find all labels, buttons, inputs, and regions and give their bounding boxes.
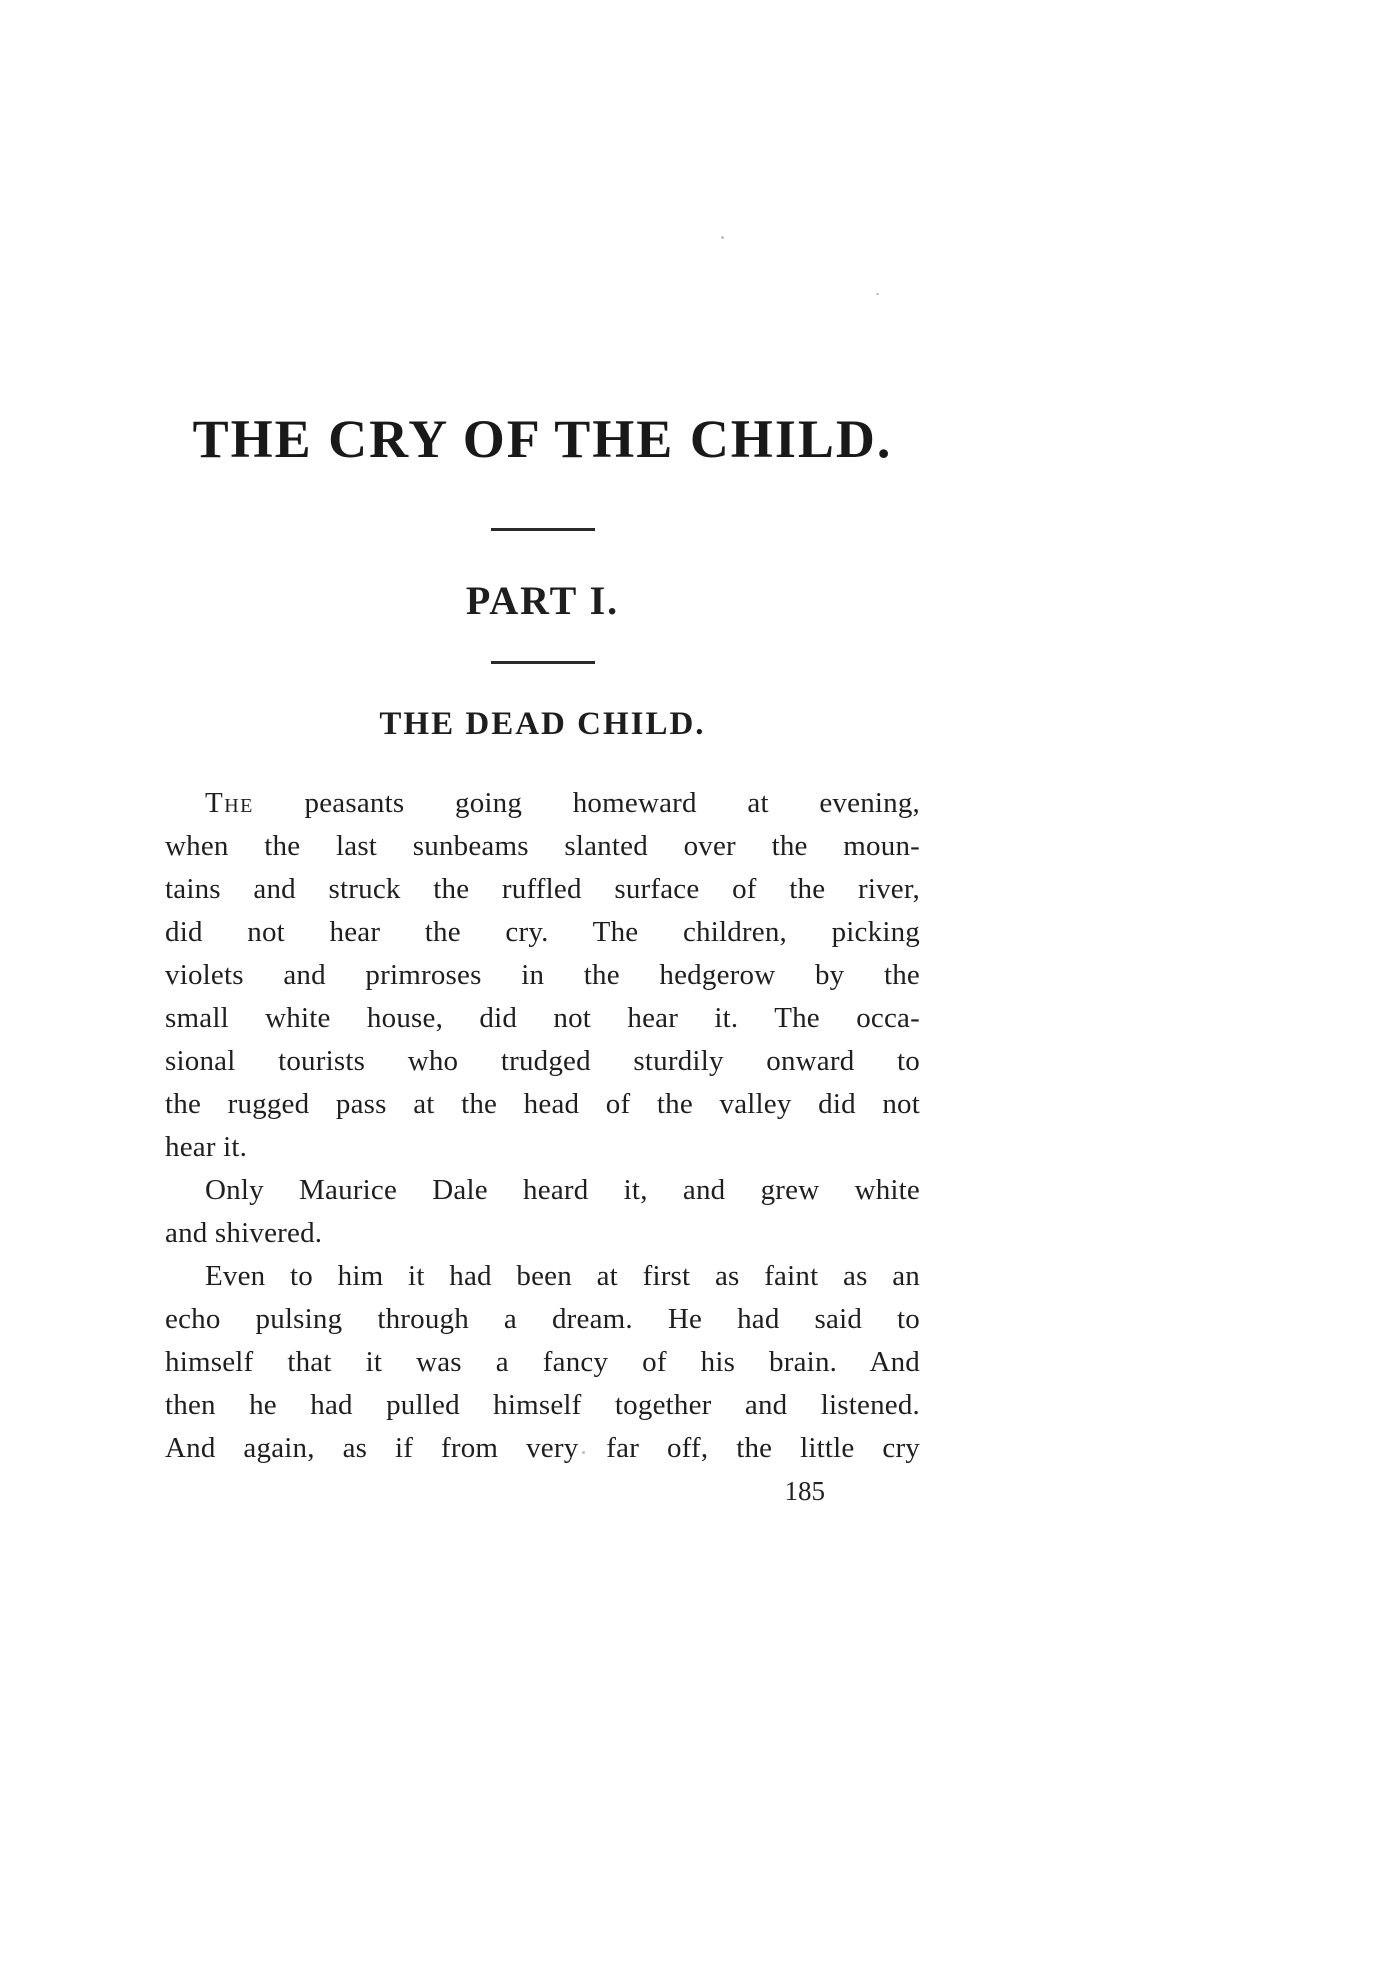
divider-rule — [491, 528, 595, 531]
text-line: himself that it was a fancy of his brain. And — [165, 1346, 920, 1379]
text-line: when the last sunbeams slanted over the moun- — [165, 830, 920, 863]
text-line: echo pulsing through a dream. He had said to — [165, 1303, 920, 1336]
text-line: violets and primroses in the hedgerow by the — [165, 959, 920, 992]
lead-word-smallcaps: The — [205, 787, 254, 820]
text-line: then he had pulled himself together and listened. — [165, 1389, 920, 1422]
scan-speck — [876, 293, 879, 295]
line-text: peasants going homeward at evening, — [304, 787, 920, 820]
text-line: tains and struck the ruffled surface of the river, — [165, 873, 920, 906]
divider-rule — [491, 661, 595, 664]
paragraph — [165, 1255, 920, 1470]
text-line: the rugged pass at the head of the valley did not — [165, 1088, 920, 1121]
text-line: and shivered. — [165, 1217, 323, 1250]
text-line: did not hear the cry. The children, picking — [165, 916, 920, 949]
part-heading: PART I. — [465, 578, 620, 624]
text-line: small white house, did not hear it. The occa- — [165, 1002, 920, 1035]
scan-speck — [721, 236, 724, 239]
paragraph — [165, 1169, 920, 1255]
text-line: sional tourists who trudged sturdily onward to — [165, 1045, 920, 1078]
chapter-heading: THE DEAD CHILD. — [379, 706, 706, 743]
body-text — [165, 782, 920, 1470]
text-line: Only Maurice Dale heard it, and grew white — [205, 1174, 920, 1207]
text-line: Even to him it had been at first as faint as an — [205, 1260, 920, 1293]
page-content — [165, 408, 920, 1507]
paragraph — [165, 782, 920, 1169]
text-line: And again, as if from very far off, the little cry — [165, 1432, 920, 1465]
text-line: hear it. — [165, 1131, 248, 1164]
text-line — [165, 782, 920, 825]
page-number: 185 — [784, 1476, 825, 1507]
book-title: THE CRY OF THE CHILD. — [192, 409, 893, 469]
